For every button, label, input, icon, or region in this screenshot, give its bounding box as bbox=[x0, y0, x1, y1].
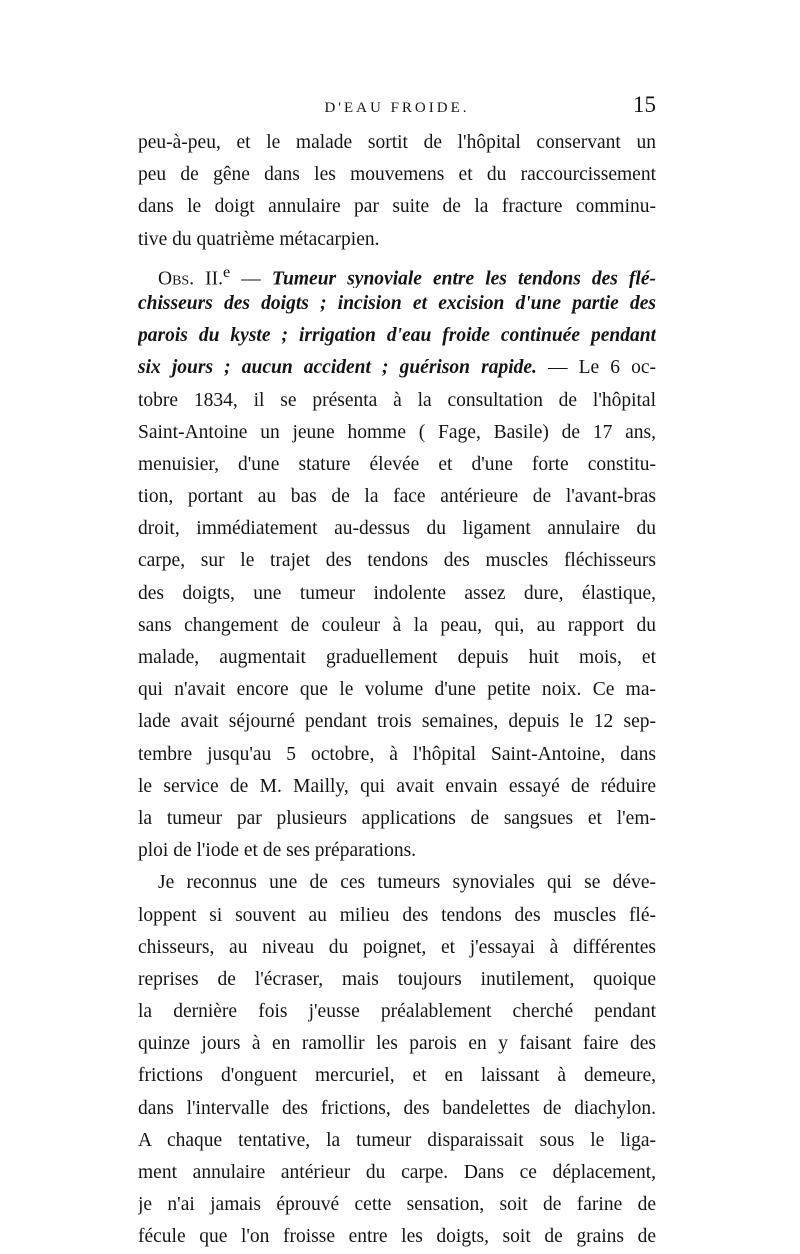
text-line: carpe, sur le trajet des tendons des muscles fléchisseurs bbox=[138, 550, 656, 572]
paragraph-first-line: Je reconnus une de ces tumeurs synoviales qui se déve- bbox=[158, 872, 656, 894]
observation-title-end: six jours ; aucun accident ; guérison rapide. bbox=[138, 357, 537, 379]
page-number: 15 bbox=[633, 92, 656, 117]
text-line: ment annulaire antérieur du carpe. Dans ce déplacement, bbox=[138, 1162, 656, 1183]
page-header bbox=[138, 94, 656, 124]
text-line: je n'ai jamais éprouvé cette sensation, soit de farine de bbox=[138, 1194, 656, 1216]
text-line: Saint-Antoine un jeune homme ( Fage, Basile) de 17 ans, bbox=[138, 421, 656, 443]
text-line: ploi de l'iode et de ses préparations. bbox=[138, 840, 417, 862]
text-line: tive du quatrième métacarpien. bbox=[138, 228, 380, 250]
text-line: qui n'avait encore que le volume d'une petite noix. Ce ma- bbox=[138, 679, 656, 701]
text-line: dans le doigt annulaire par suite de la fracture comminu- bbox=[138, 196, 656, 218]
text-line: menuisier, d'une stature élevée et d'une forte constitu- bbox=[138, 453, 656, 475]
text-line: peu de gêne dans les mouvemens et du raccourcissement bbox=[138, 164, 656, 186]
observation-title-end-line bbox=[138, 352, 656, 384]
text-line: tion, portant au bas de la face antérieure de l'avant-bras bbox=[138, 486, 656, 508]
body-text bbox=[138, 127, 656, 1254]
observation-title-start: Tumeur synoviale entre les tendons des flé- bbox=[271, 268, 656, 288]
observation-label: Obs. II. bbox=[158, 268, 224, 288]
observation-text-start: — Le 6 oc- bbox=[536, 357, 656, 379]
text-line: loppent si souvent au milieu des tendons des muscles flé- bbox=[138, 904, 656, 926]
text-line: la dernière fois j'eusse préalablement cherché pendant bbox=[138, 1001, 656, 1023]
text-line: reprises de l'écraser, mais toujours inutilement, quoique bbox=[138, 968, 656, 990]
text-line: tobre 1834, il se présenta à la consultation de l'hôpital bbox=[138, 389, 656, 411]
observation-heading-line bbox=[138, 256, 656, 288]
observation-title-line: parois du kyste ; irrigation d'eau froide continuée pendant bbox=[138, 325, 656, 347]
observation-title-line: chisseurs des doigts ; incision et excision d'une partie des bbox=[138, 292, 656, 314]
text-line: lade avait séjourné pendant trois semaines, depuis le 12 sep- bbox=[138, 711, 656, 733]
running-title: D'EAU FROIDE. bbox=[324, 100, 470, 116]
observation-ordinal-suffix: e bbox=[223, 262, 231, 281]
text-line: A chaque tentative, la tumeur disparaissait sous le liga- bbox=[138, 1129, 656, 1151]
text-line: fécule que l'on froisse entre les doigts, soit de grains de bbox=[138, 1226, 656, 1248]
text-line: des doigts, une tumeur indolente assez dure, élastique, bbox=[138, 582, 656, 604]
text-line: sans changement de couleur à la peau, qui, au rapport du bbox=[138, 614, 656, 636]
text-line: la tumeur par plusieurs applications de sangsues et l'em- bbox=[138, 807, 656, 829]
observation-dash: — bbox=[230, 268, 272, 288]
text-line: le service de M. Mailly, qui avait envain essayé de réduire bbox=[138, 775, 656, 797]
text-line: droit, immédiatement au-dessus du ligament annulaire du bbox=[138, 518, 656, 540]
text-line: peu-à-peu, et le malade sortit de l'hôpital conservant un bbox=[138, 132, 656, 153]
text-line: malade, augmentait graduellement depuis huit mois, et bbox=[138, 647, 656, 668]
text-line: tembre jusqu'au 5 octobre, à l'hôpital Saint-Antoine, dans bbox=[138, 743, 656, 765]
text-line: frictions d'onguent mercuriel, et en laissant à demeure, bbox=[138, 1065, 656, 1087]
text-line: chisseurs, au niveau du poignet, et j'essayai à différentes bbox=[138, 936, 656, 958]
text-line: dans l'intervalle des frictions, des bandelettes de diachylon. bbox=[138, 1097, 656, 1119]
text-line: quinze jours à en ramollir les parois en y faisant faire des bbox=[138, 1033, 656, 1055]
